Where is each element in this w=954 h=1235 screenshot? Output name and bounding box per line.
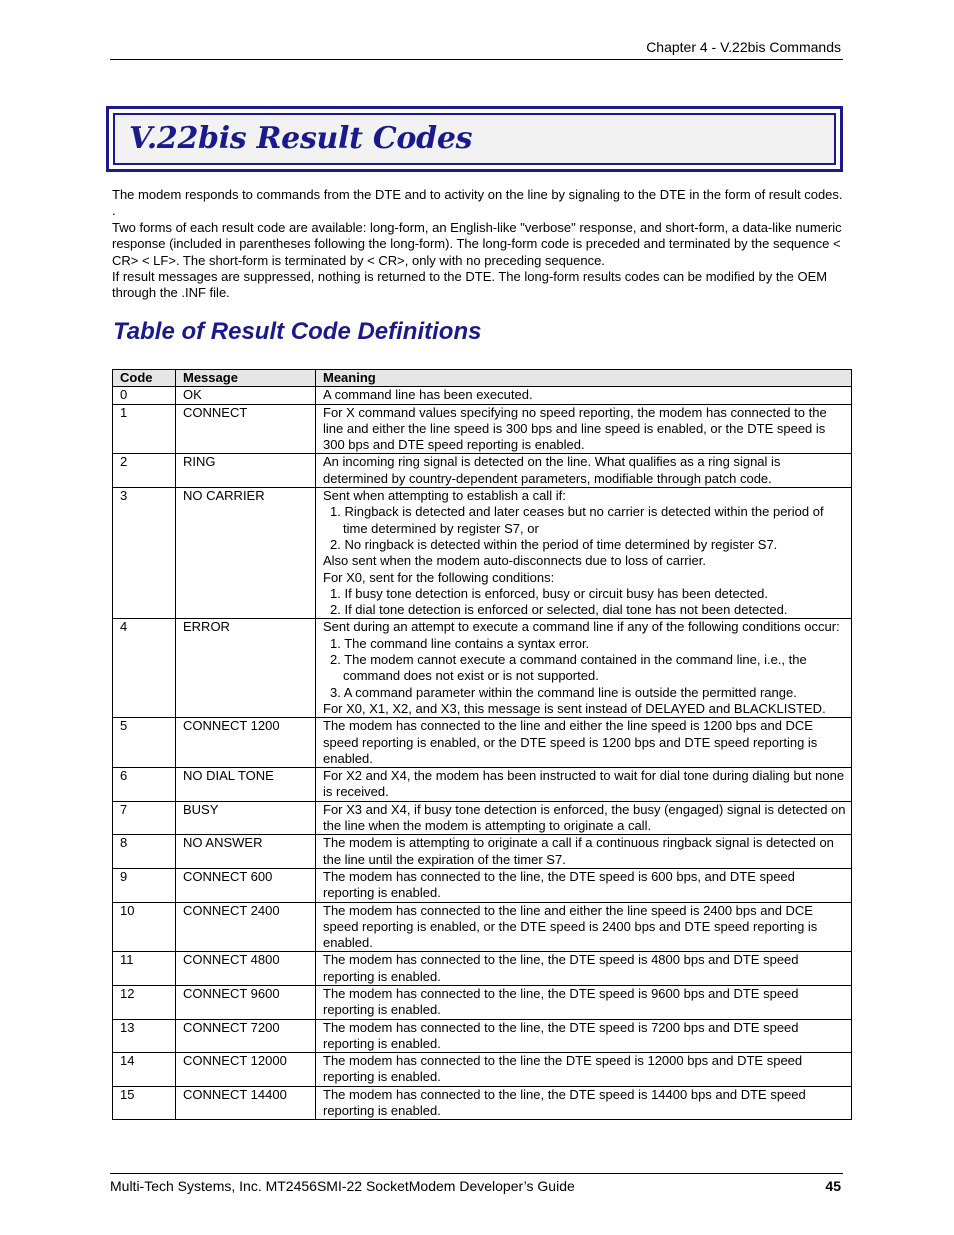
result-meaning-cell [316, 835, 852, 869]
footer-title: Multi-Tech Systems, Inc. MT2456SMI-22 SocketModem Developer’s Guide [110, 1178, 575, 1194]
result-code-cell: 5 [113, 718, 176, 768]
result-message-cell: CONNECT 14400 [176, 1086, 316, 1120]
result-meaning-cell [316, 1019, 852, 1053]
meaning-line: An incoming ring signal is detected on the line. What qualifies as a ring signal is determined by country-dependent parameters, modifiable through patch code. [323, 454, 781, 486]
result-meaning-cell [316, 1086, 852, 1120]
meaning-line: The modem has connected to the line, the DTE speed is 14400 bps and DTE speed reporting is enabled. [323, 1086, 806, 1119]
result-codes-table [112, 369, 852, 1120]
result-meaning-cell [316, 902, 852, 952]
page-number: 45 [825, 1178, 841, 1194]
result-meaning-cell [316, 768, 852, 802]
meaning-line: The modem has connected to the line and either the line speed is 1200 bps and DCE speed reporting is enabled, or the DTE speed is 1200 bps and DTE speed reporting is enabled. [323, 718, 818, 766]
result-message-cell: CONNECT 12000 [176, 1053, 316, 1087]
meaning-line: The modem has connected to the line, the DTE speed is 9600 bps and DTE speed reporting is enabled. [323, 985, 799, 1018]
result-message-cell: OK [176, 387, 316, 404]
result-meaning-cell [316, 404, 852, 454]
table-row [113, 454, 852, 488]
table-row [113, 718, 852, 768]
result-code-cell: 8 [113, 835, 176, 869]
meaning-line: Sent when attempting to establish a call if: [323, 488, 566, 504]
result-meaning-cell [316, 619, 852, 718]
table-row [113, 801, 852, 835]
meaning-line: For X3 and X4, if busy tone detection is enforced, the busy (engaged) signal is detected on the line when the modem is attempting to originate a call. [323, 801, 846, 834]
table-row [113, 1019, 852, 1053]
table-row [113, 1086, 852, 1120]
intro-paragraph: If result messages are suppressed, nothing is returned to the DTE. The long-form results codes can be modified by the OEM through the .INF file. [112, 269, 828, 301]
result-message-cell: ERROR [176, 619, 316, 718]
result-code-cell: 10 [113, 902, 176, 952]
meaning-line: The modem has connected to the line, the DTE speed is 600 bps, and DTE speed reporting is enabled. [323, 868, 795, 901]
meaning-list-item: 2. If dial tone detection is enforced or selected, dial tone has not been detected. [330, 602, 788, 618]
intro-text [112, 187, 847, 302]
table-row [113, 619, 852, 718]
table-row [113, 404, 852, 454]
section-title: Table of Result Code Definitions [113, 318, 482, 345]
title-banner-inner [113, 113, 836, 165]
meaning-line: For X2 and X4, the modem has been instructed to wait for dial tone during dialing but none is received. [323, 768, 845, 800]
meaning-line: The modem has connected to the line and either the line speed is 2400 bps and DCE speed reporting is enabled, or the DTE speed is 2400 bps and DTE speed reporting is enabled. [323, 902, 818, 951]
result-message-cell: CONNECT 4800 [176, 952, 316, 986]
result-message-cell: CONNECT 600 [176, 868, 316, 902]
table-row [113, 835, 852, 869]
meaning-list-item: 3. A command parameter within the command line is outside the permitted range. [330, 684, 797, 700]
meaning-line: Also sent when the modem auto-disconnects due to loss of carrier. [323, 553, 706, 569]
result-meaning-cell [316, 718, 852, 768]
result-meaning-cell [316, 1053, 852, 1087]
table-row [113, 952, 852, 986]
result-code-cell: 13 [113, 1019, 176, 1053]
result-code-cell: 6 [113, 768, 176, 802]
table-row [113, 387, 852, 404]
meaning-line: The modem has connected to the line, the DTE speed is 7200 bps and DTE speed reporting is enabled. [323, 1019, 799, 1051]
result-code-cell: 2 [113, 454, 176, 488]
result-message-cell: CONNECT [176, 404, 316, 454]
meaning-list-item: 1. If busy tone detection is enforced, busy or circuit busy has been detected. [330, 585, 768, 601]
result-meaning-cell [316, 801, 852, 835]
result-message-cell: NO DIAL TONE [176, 768, 316, 802]
meaning-list-item: 1. Ringback is detected and later ceases but no carrier is detected within the period of time determined by register S7, or [330, 504, 824, 536]
intro-paragraph: Two forms of each result code are available: long-form, an English-like "verbose" response, and short-form, a data-like numeric response (included in parentheses following the long-form). The long-form code is preceded and terminated by the sequence < CR> < LF>. The short-form is terminated by < CR>, only with no preceding sequence. [112, 219, 842, 268]
meaning-line: For X0, sent for the following conditions: [323, 569, 555, 585]
meaning-line: The modem has connected to the line the DTE speed is 12000 bps and DTE speed reporting is enabled. [323, 1053, 803, 1085]
result-message-cell: CONNECT 1200 [176, 718, 316, 768]
result-message-cell: RING [176, 454, 316, 488]
table-row [113, 985, 852, 1019]
result-code-cell: 7 [113, 801, 176, 835]
table-row [113, 488, 852, 619]
result-meaning-cell [316, 952, 852, 986]
result-code-cell: 15 [113, 1086, 176, 1120]
header-divider [110, 59, 843, 60]
result-message-cell: CONNECT 2400 [176, 902, 316, 952]
result-meaning-cell [316, 868, 852, 902]
result-message-cell: NO ANSWER [176, 835, 316, 869]
meaning-list-item: 1. The command line contains a syntax error. [330, 635, 590, 651]
meaning-list-item: 2. No ringback is detected within the period of time determined by register S7. [330, 536, 778, 552]
result-message-cell: NO CARRIER [176, 488, 316, 619]
result-meaning-cell [316, 387, 852, 404]
column-header-message: Message [176, 370, 316, 387]
table-body [113, 387, 852, 1120]
column-header-code: Code [113, 370, 176, 387]
result-meaning-cell [316, 454, 852, 488]
meaning-line: For X command values specifying no speed reporting, the modem has connected to the line and either the line speed is 300 bps and line speed is enabled, or the DTE speed is 300 bps and DTE speed reporting is enabled. [323, 404, 827, 453]
meaning-line: Sent during an attempt to execute a command line if any of the following conditions occur: [323, 619, 840, 635]
result-meaning-cell [316, 488, 852, 619]
meaning-line: A command line has been executed. [323, 387, 533, 403]
chapter-header: Chapter 4 - V.22bis Commands [646, 39, 841, 55]
intro-paragraph: The modem responds to commands from the DTE and to activity on the line by signaling to the DTE in the form of result codes. . [112, 187, 843, 219]
table-row [113, 902, 852, 952]
meaning-line: The modem has connected to the line, the DTE speed is 4800 bps and DTE speed reporting is enabled. [323, 952, 799, 984]
result-code-cell: 4 [113, 619, 176, 718]
meaning-list-item: 2. The modem cannot execute a command contained in the command line, i.e., the command does not exist or is not supported. [330, 652, 807, 684]
footer-divider [110, 1173, 843, 1174]
meaning-line: The modem is attempting to originate a call if a continuous ringback signal is detected on the line until the expiration of the timer S7. [323, 835, 834, 867]
result-code-cell: 12 [113, 985, 176, 1019]
result-code-cell: 1 [113, 404, 176, 454]
result-code-cell: 9 [113, 868, 176, 902]
result-code-cell: 3 [113, 488, 176, 619]
meaning-line: For X0, X1, X2, and X3, this message is sent instead of DELAYED and BLACKLISTED. [323, 700, 826, 716]
page-title: V.22bis Result Codes [129, 121, 473, 156]
result-message-cell: CONNECT 7200 [176, 1019, 316, 1053]
result-code-cell: 0 [113, 387, 176, 404]
table-header-row [113, 370, 852, 387]
result-code-cell: 14 [113, 1053, 176, 1087]
result-message-cell: CONNECT 9600 [176, 985, 316, 1019]
table-row [113, 768, 852, 802]
table-row [113, 868, 852, 902]
column-header-meaning: Meaning [316, 370, 852, 387]
title-banner [106, 106, 843, 172]
table-row [113, 1053, 852, 1087]
result-message-cell: BUSY [176, 801, 316, 835]
result-code-cell: 11 [113, 952, 176, 986]
result-meaning-cell [316, 985, 852, 1019]
